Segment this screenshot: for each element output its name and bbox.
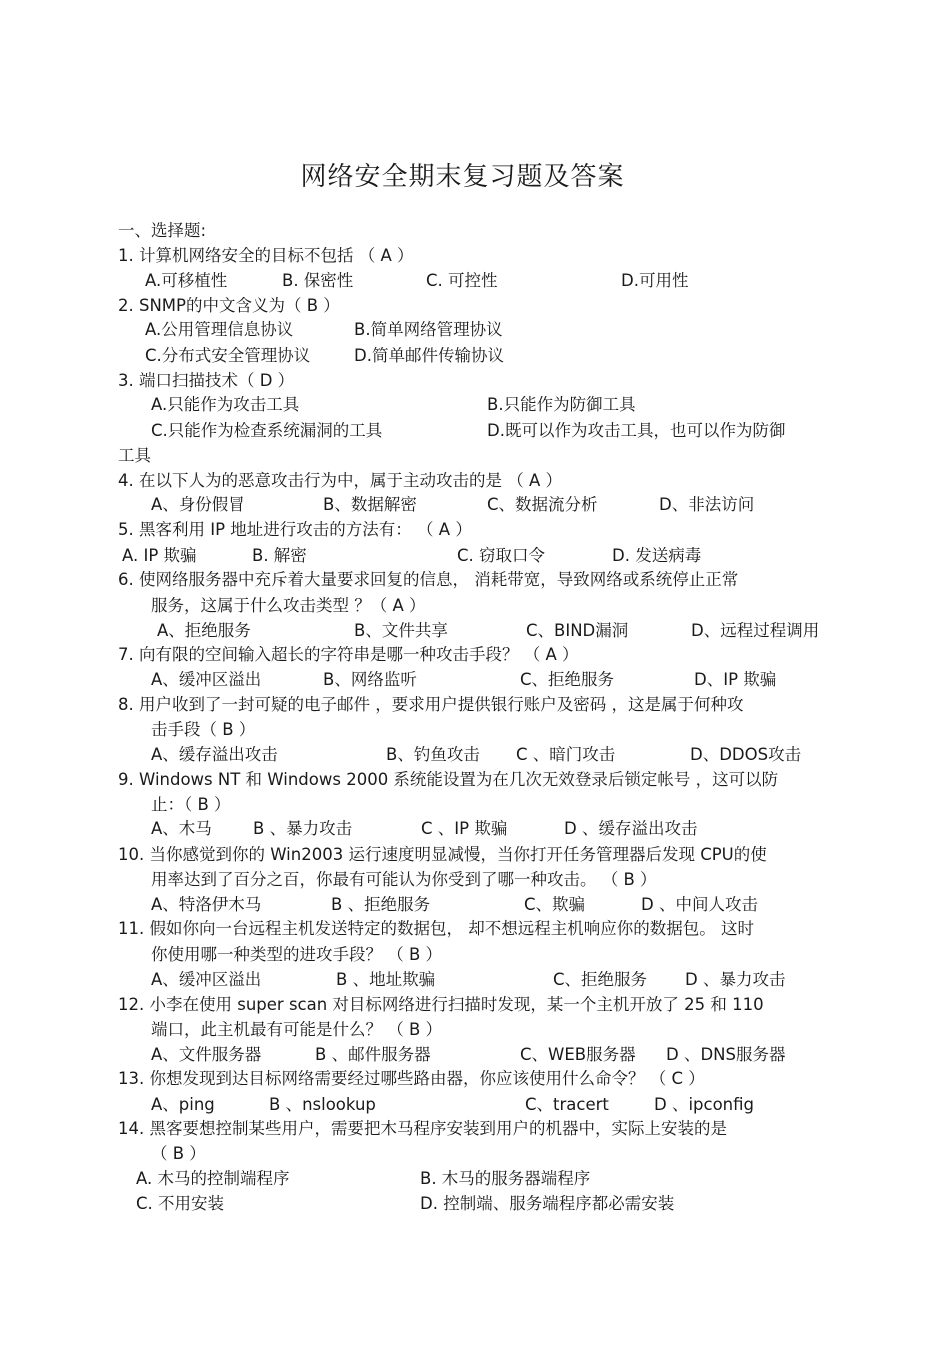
q4-option-c: C、数据流分析 [487,495,598,514]
q12-option-d: D 、DNS服务器 [666,1045,786,1064]
q2-option-c: C.分布式安全管理协议 [145,346,311,365]
question-13-stem: 13. 你想发现到达目标网络需要经过哪些路由器，你应该使用什么命令？ （ C ） [118,1069,705,1088]
q5-option-d: D. 发送病毒 [612,546,702,565]
q9-option-d: D 、缓存溢出攻击 [564,819,698,838]
q11-option-c: C、拒绝服务 [553,970,648,989]
q14-option-a: A. 木马的控制端程序 [136,1169,290,1188]
q8-option-a: A、缓存溢出攻击 [151,745,278,764]
q14-option-b: B. 木马的服务器端程序 [420,1169,591,1188]
q4-option-b: B、数据解密 [323,495,417,514]
q11-option-b: B 、地址欺骗 [336,970,436,989]
question-2-stem: 2. SNMP的中文含义为（ B ） [118,296,340,315]
q4-option-a: A、身份假冒 [151,495,245,514]
question-8-stem: 8. 用户收到了一封可疑的电子邮件 ，要求用户提供银行账户及密码 ，这是属于何种攻 [118,695,744,714]
question-5-stem: 5. 黑客利用 IP 地址进行攻击的方法有： （ A ） [118,520,472,539]
q12-option-b: B 、邮件服务器 [315,1045,431,1064]
question-8-stem-cont: 击手段（ B ） [151,720,256,739]
q12-option-c: C、WEB服务器 [520,1045,636,1064]
question-10-stem-cont: 用率达到了百分之百，你最有可能认为你受到了哪一种攻击。 （ B ） [151,870,657,889]
q6-option-b: B、文件共享 [354,621,448,640]
q12-option-a: A、文件服务器 [151,1045,262,1064]
question-14-stem-cont: （ B ） [151,1144,206,1163]
q7-option-b: B、网络监听 [323,670,417,689]
q3-option-d: D.既可以作为攻击工具，也可以作为防御 [487,421,786,440]
q3-option-d-wrap: 工具 [118,446,151,465]
question-11-stem-cont: 你使用哪一种类型的进攻手段？ （ B ） [151,945,443,964]
q10-option-a: A、特洛伊木马 [151,895,262,914]
q7-option-c: C、拒绝服务 [520,670,615,689]
q2-option-a: A.公用管理信息协议 [145,320,294,339]
question-1-stem: 1. 计算机网络安全的目标不包括 （ A ） [118,246,414,265]
q10-option-d: D 、中间人攻击 [641,895,758,914]
q6-option-c: C、BIND漏洞 [526,621,629,640]
q14-option-c: C. 不用安装 [136,1194,225,1213]
q6-option-d: D、远程过程调用 [691,621,820,640]
q3-option-b: B.只能作为防御工具 [487,395,636,414]
q2-option-b: B.简单网络管理协议 [354,320,503,339]
question-7-stem: 7. 向有限的空间输入超长的字符串是哪一种攻击手段？ （ A ） [118,645,579,664]
q13-option-d: D 、ipconfig [654,1095,754,1114]
q10-option-b: B 、拒绝服务 [331,895,431,914]
q5-option-c: C. 窃取口令 [457,546,546,565]
question-6-stem-cont: 服务，这属于什么攻击类型 ？（ A ） [151,596,426,615]
q3-option-a: A.只能作为攻击工具 [151,395,300,414]
question-10-stem: 10. 当你感觉到你的 Win2003 运行速度明显减慢，当你打开任务管理器后发现 CPU的使 [118,845,767,864]
q9-option-b: B 、暴力攻击 [253,819,353,838]
question-6-stem: 6. 使网络服务器中充斥着大量要求回复的信息， 消耗带宽，导致网络或系统停止正常 [118,570,739,589]
q1-option-b: B. 保密性 [282,271,354,290]
question-14-stem: 14. 黑客要想控制某些用户，需要把木马程序安装到用户的机器中，实际上安装的是 [118,1119,727,1138]
section-heading: 一、选择题: [118,221,207,240]
q8-option-d: D、DDOS攻击 [690,745,802,764]
q1-option-a: A.可移植性 [145,271,228,290]
q3-option-c: C.只能作为检查系统漏洞的工具 [151,421,383,440]
question-12-stem-cont: 端口，此主机最有可能是什么？ （ B ） [151,1020,443,1039]
q13-option-c: C、tracert [525,1095,609,1114]
q11-option-d: D 、暴力攻击 [685,970,786,989]
document-title: 网络安全期末复习题及答案 [300,162,625,192]
q13-option-b: B 、nslookup [269,1095,376,1114]
q13-option-a: A、ping [151,1095,215,1114]
question-9-stem: 9. Windows NT 和 Windows 2000 系统能设置为在几次无效登录后锁定帐号 ，这可以防 [118,770,779,789]
question-9-stem-cont: 止：（ B ） [151,795,231,814]
q5-option-b: B. 解密 [252,546,307,565]
q2-option-d: D.简单邮件传输协议 [354,346,504,365]
question-4-stem: 4. 在以下人为的恶意攻击行为中，属于主动攻击的是 （ A ） [118,471,563,490]
question-11-stem: 11. 假如你向一台远程主机发送特定的数据包， 却不想远程主机响应你的数据包。 这时 [118,919,754,938]
question-12-stem: 12. 小李在使用 super scan 对目标网络进行扫描时发现，某一个主机开放了 25 和 110 [118,995,764,1014]
q9-option-c: C 、IP 欺骗 [421,819,508,838]
q11-option-a: A、缓冲区溢出 [151,970,262,989]
q1-option-d: D.可用性 [621,271,689,290]
q9-option-a: A、木马 [151,819,212,838]
q8-option-c: C 、暗门攻击 [516,745,616,764]
q8-option-b: B、钓鱼攻击 [386,745,480,764]
q7-option-d: D、IP 欺骗 [694,670,777,689]
q10-option-c: C、欺骗 [524,895,586,914]
q7-option-a: A、缓冲区溢出 [151,670,262,689]
q5-option-a: A. IP 欺骗 [122,546,197,565]
q4-option-d: D、非法访问 [659,495,755,514]
q14-option-d: D. 控制端、服务端程序都必需安装 [420,1194,675,1213]
q1-option-c: C. 可控性 [426,271,498,290]
q6-option-a: A、拒绝服务 [157,621,251,640]
question-3-stem: 3. 端口扫描技术（ D ） [118,371,295,390]
